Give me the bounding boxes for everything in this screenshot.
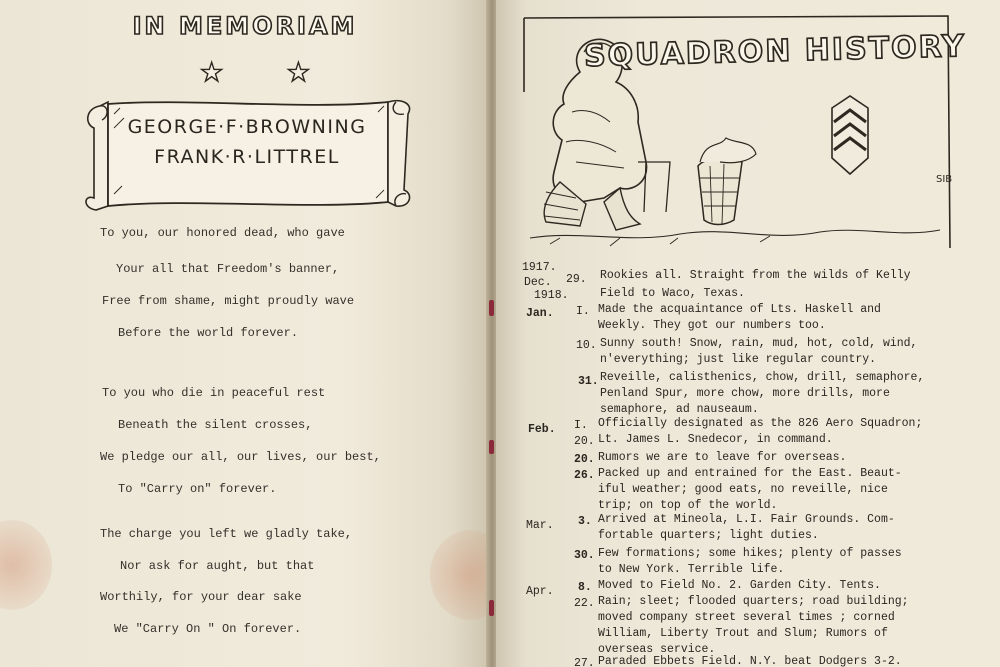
poem-line: The charge you left we gladly take, <box>100 527 353 541</box>
cartoon-illustration <box>520 12 967 254</box>
entry-text: Packed up and entrained for the East. Beaut- <box>598 467 902 480</box>
entry-day: 31. <box>578 375 599 388</box>
entry-day: 29. <box>566 273 587 286</box>
entry-day: I. <box>576 305 590 318</box>
entry-text: Officially designated as the 826 Aero Squadron; <box>598 417 923 430</box>
poem-line: Nor ask for aught, but that <box>120 559 315 573</box>
entry-day: 22. <box>574 597 595 610</box>
entry-text: fortable quarters; light duties. <box>598 529 819 542</box>
poem-line: Before the world forever. <box>118 326 299 340</box>
entry-text: Rumors we are to leave for overseas. <box>598 451 847 464</box>
entry-day: 3. <box>578 515 592 528</box>
entry-text: Arrived at Mineola, L.I. Fair Grounds. Com- <box>598 513 895 526</box>
entry-text: Moved to Field No. 2. Garden City. Tents. <box>598 579 881 592</box>
entry-text: Penland Spur, more chow, more drills, more <box>600 387 890 400</box>
memoriam-title: IN MEMORIAM <box>132 12 358 40</box>
honoree-name: FRANK·R·LITTREL <box>154 146 340 168</box>
poem-line: To "Carry on" forever. <box>118 482 277 496</box>
entry-text: iful weather; good eats, no reveille, nice <box>598 483 888 496</box>
entry-day: 26. <box>574 469 595 482</box>
entry-text: Paraded Ebbets Field. N.Y. beat Dodgers 3-2. <box>598 655 902 667</box>
poem-line: Beneath the silent crosses, <box>118 418 313 432</box>
entry-month: Mar. <box>526 519 554 532</box>
entry-text: Reveille, calisthenics, chow, drill, semaphore, <box>600 371 925 384</box>
entry-month: Jan. <box>526 307 554 320</box>
entry-text: moved company street several times ; corned <box>598 611 895 624</box>
poem-line: To you, our honored dead, who gave <box>100 226 345 240</box>
entry-text: Few formations; some hikes; plenty of passes <box>598 547 902 560</box>
history-year: 1917. <box>522 261 557 274</box>
entry-text: Sunny south! Snow, rain, mud, hot, cold, wind, <box>600 337 918 350</box>
entry-day: 10. <box>576 339 597 352</box>
entry-day: I. <box>574 419 588 432</box>
entry-text: n'everything; just like regular country. <box>600 353 877 366</box>
entry-text: Lt. James L. Snedecor, in command. <box>598 433 833 446</box>
entry-day: 8. <box>578 581 592 594</box>
paper-stain <box>430 530 488 620</box>
honoree-name: GEORGE·F·BROWNING <box>127 116 367 138</box>
poem-line: Worthily, for your dear sake <box>100 590 302 604</box>
name-scroll-banner <box>78 94 418 212</box>
entry-day: 20. <box>574 453 595 466</box>
right-page <box>496 0 1000 667</box>
entry-month: Feb. <box>528 423 556 436</box>
star-icon: ★ <box>200 58 224 88</box>
star-icon: ★ <box>286 58 310 88</box>
artist-initials: SIB <box>936 174 953 185</box>
binding-thread <box>489 440 494 454</box>
entry-text: to New York. Terrible life. <box>598 563 785 576</box>
entry-text: Made the acquaintance of Lts. Haskell and <box>598 303 881 316</box>
entry-month: Dec. <box>524 276 552 289</box>
entry-text: Rain; sleet; flooded quarters; road building; <box>598 595 909 608</box>
history-title: SQUADRON HISTORY <box>583 29 967 74</box>
entry-text: Field to Waco, Texas. <box>600 287 745 300</box>
paper-stain <box>0 520 52 610</box>
poem-line: To you who die in peaceful rest <box>102 386 326 400</box>
entry-text: trip; on top of the world. <box>598 499 778 512</box>
entry-text: Rookies all. Straight from the wilds of Kelly <box>600 269 911 282</box>
poem-line: Your all that Freedom's banner, <box>116 262 340 276</box>
entry-day: 30. <box>574 549 595 562</box>
entry-text: semaphore, ad nauseaum. <box>600 403 759 416</box>
poem-line: Free from shame, might proudly wave <box>102 294 355 308</box>
entry-text: overseas service. <box>598 643 716 656</box>
left-page <box>0 0 488 667</box>
poem-line: We "Carry On " On forever. <box>114 622 302 636</box>
poem-line: We pledge our all, our lives, our best, <box>100 450 381 464</box>
entry-month: Apr. <box>526 585 554 598</box>
binding-thread <box>489 600 494 616</box>
stars-row <box>200 60 310 86</box>
entry-day: 27. <box>574 657 595 667</box>
entry-text: Weekly. They got our numbers too. <box>598 319 826 332</box>
history-year: 1918. <box>534 289 569 302</box>
entry-text: William, Liberty Trout and Slum; Rumors of <box>598 627 888 640</box>
entry-day: 20. <box>574 435 595 448</box>
binding-thread <box>489 300 494 316</box>
